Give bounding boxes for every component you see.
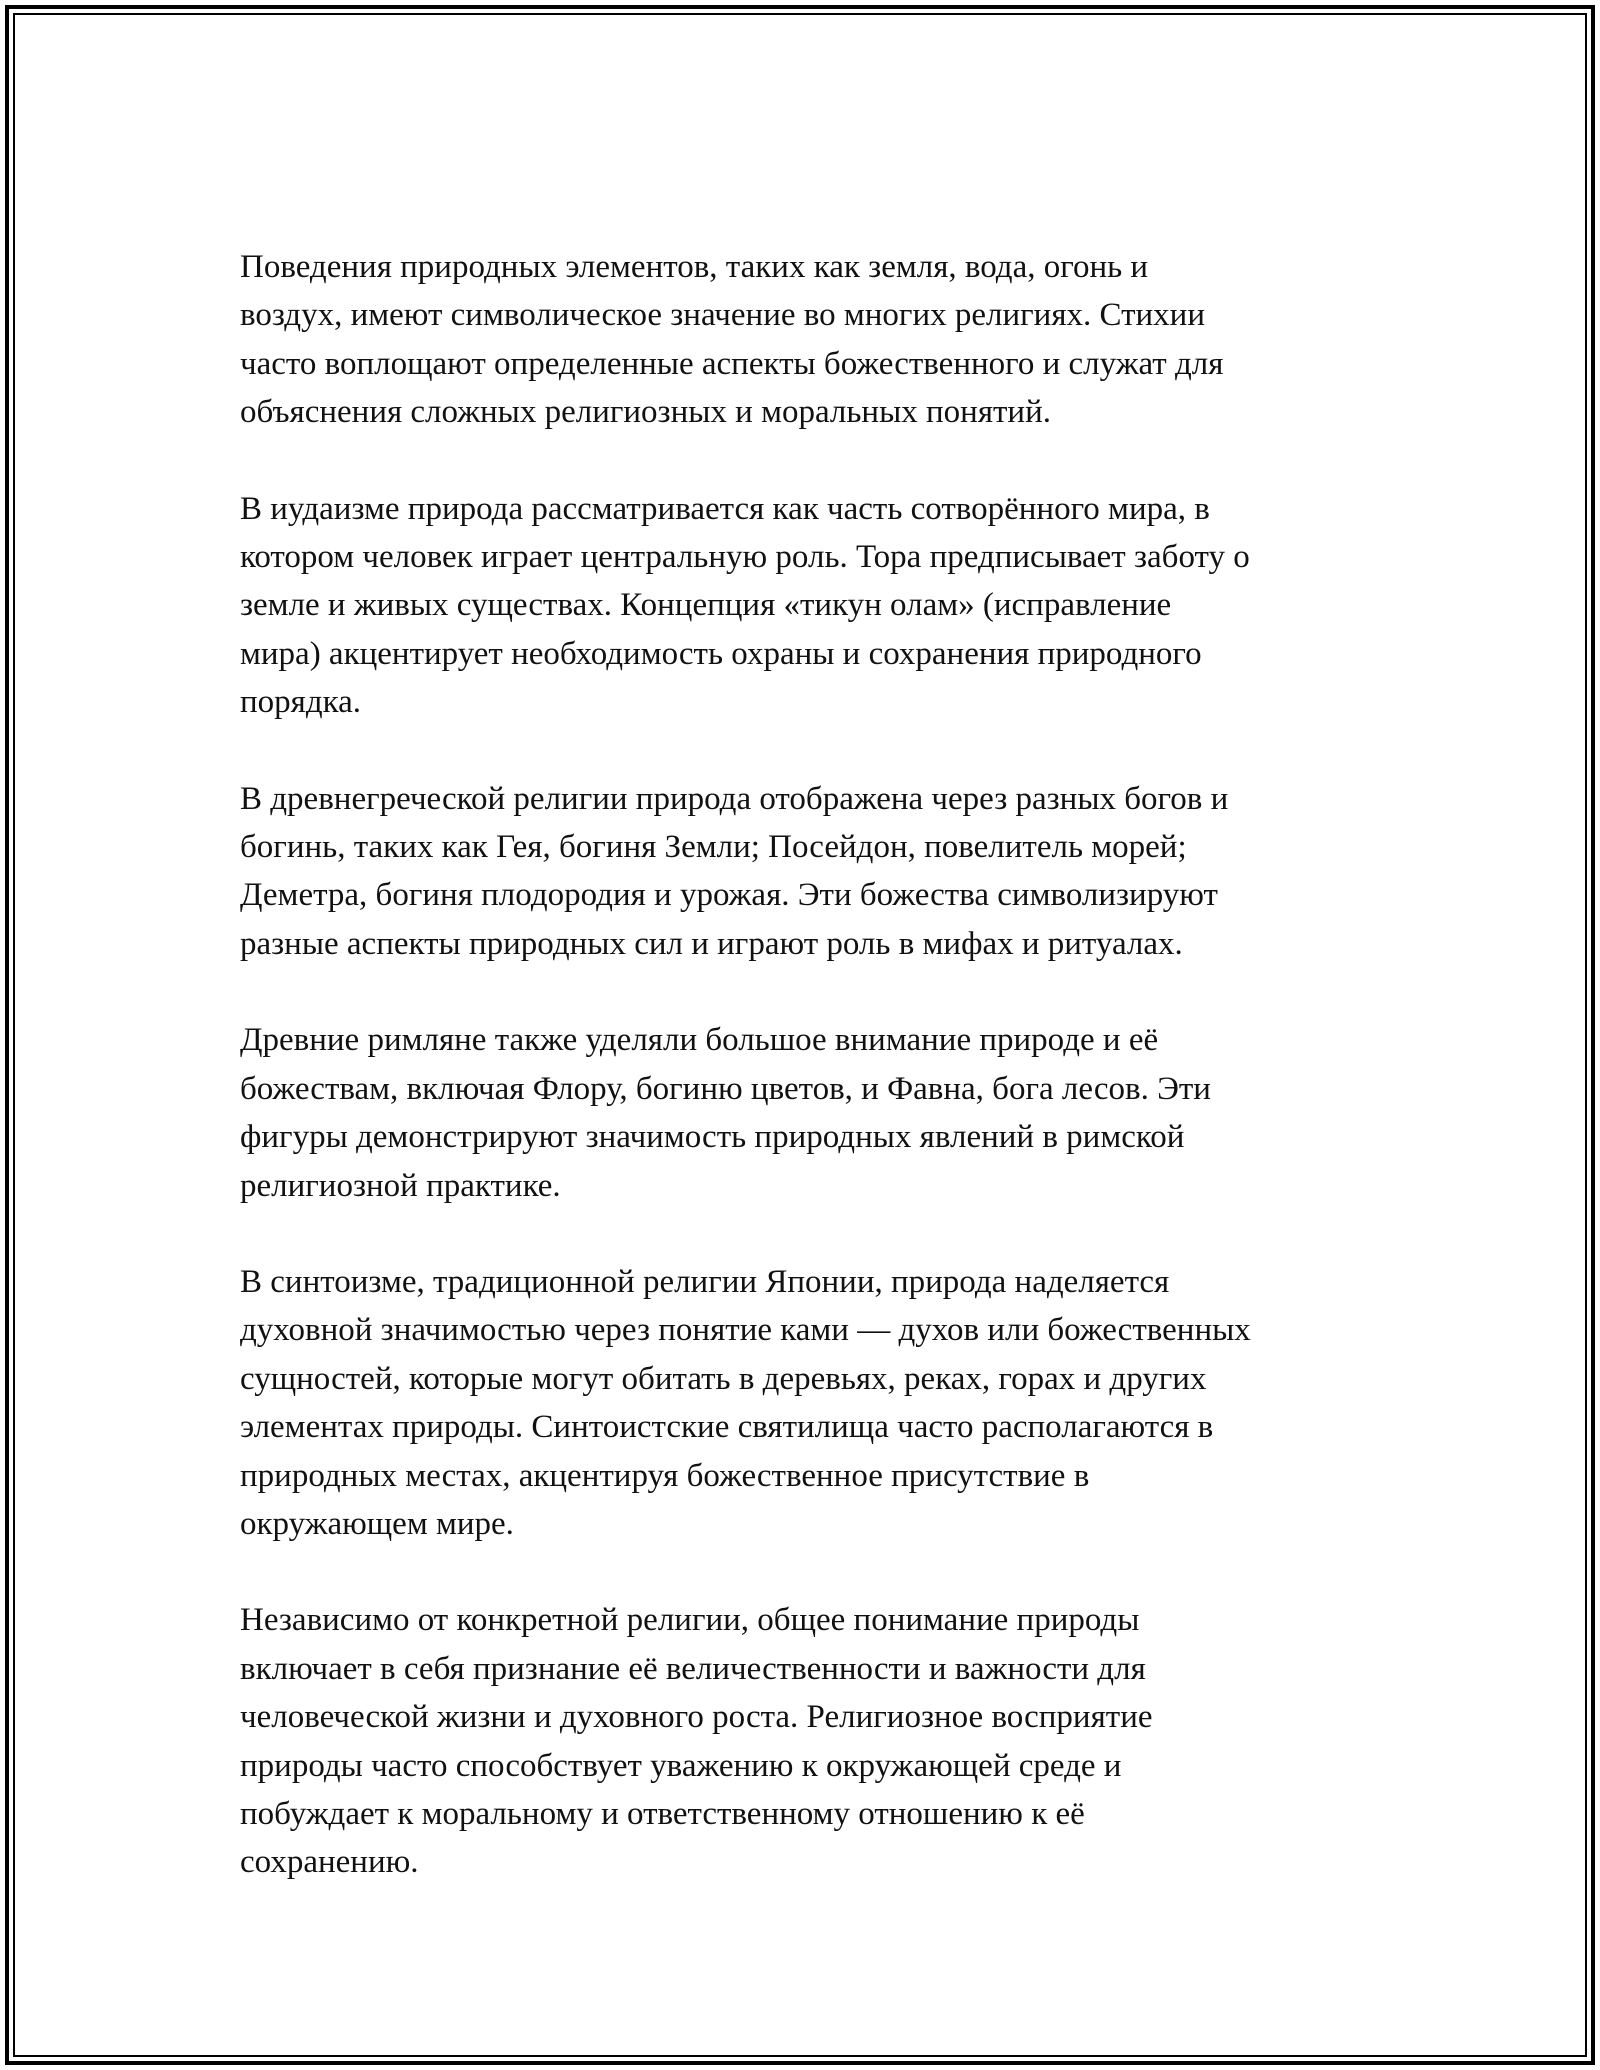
text-line: В иудаизме природа рассматривается как часть сотворённого мира, в [240, 490, 1210, 527]
paragraph-judaism [240, 485, 1400, 727]
text-line: объяснения сложных религиозных и моральных понятий. [240, 394, 1051, 431]
text-line: включает в себя признание её величественности и важности для [240, 1650, 1146, 1687]
document-body [240, 243, 1400, 1887]
text-line: религиозной практике. [240, 1167, 561, 1204]
text-line: божествам, включая Флору, богиню цветов, и Фавна, бога лесов. Эти [240, 1070, 1211, 1107]
paragraph-elements [240, 243, 1400, 437]
text-line: богинь, таких как Гея, богиня Земли; Посейдон, повелитель морей; [240, 829, 1187, 866]
text-line: окружающем мире. [240, 1505, 514, 1542]
text-line: сохранению. [240, 1844, 419, 1881]
text-line: земле и живых существах. Концепция «тикун олам» (исправление [240, 587, 1172, 624]
text-line: часто воплощают определенные аспекты божественного и служат для [240, 345, 1224, 382]
text-line: Деметра, богиня плодородия и урожая. Эти божества символизируют [240, 877, 1218, 914]
text-line: порядка. [240, 684, 362, 721]
text-line: воздух, имеют символическое значение во многих религиях. Стихии [240, 297, 1205, 334]
text-line: Поведения природных элементов, таких как земля, вода, огонь и [240, 249, 1149, 285]
paragraph-roman-religion [240, 1016, 1400, 1210]
text-line: В древнегреческой религии природа отображена через разных богов и [240, 780, 1229, 817]
text-line: сущностей, которые могут обитать в деревьях, реках, горах и других [240, 1360, 1207, 1397]
text-line: элементах природы. Синтоистские святилища часто располагаются в [240, 1409, 1214, 1446]
page-border [5, 5, 1595, 2065]
paragraph-shinto [240, 1258, 1400, 1548]
text-line: Древние римляне также уделяли большое внимание природе и её [240, 1022, 1159, 1059]
paragraph-greek-religion [240, 775, 1400, 969]
text-line: природы часто способствует уважению к окружающей среде и [240, 1747, 1122, 1784]
text-line: котором человек играет центральную роль. Тора предписывает заботу о [240, 539, 1250, 576]
text-line: духовной значимостью через понятие ками — духов или божественных [240, 1312, 1251, 1349]
text-line: мира) акцентирует необходимость охраны и сохранения природного [240, 635, 1202, 672]
text-line: человеческой жизни и духовного роста. Религиозное восприятие [240, 1699, 1153, 1736]
text-line: Независимо от конкретной религии, общее понимание природы [240, 1602, 1140, 1639]
text-line: фигуры демонстрируют значимость природных явлений в римской [240, 1119, 1185, 1156]
text-line: разные аспекты природных сил и играют роль в мифах и ритуалах. [240, 925, 1183, 962]
text-line: природных местах, акцентируя божественное присутствие в [240, 1457, 1090, 1494]
text-line: побуждает к моральному и ответственному отношению к её [240, 1795, 1085, 1832]
text-line: В синтоизме, традиционной религии Японии, природа наделяется [240, 1263, 1170, 1300]
paragraph-conclusion [240, 1596, 1400, 1886]
